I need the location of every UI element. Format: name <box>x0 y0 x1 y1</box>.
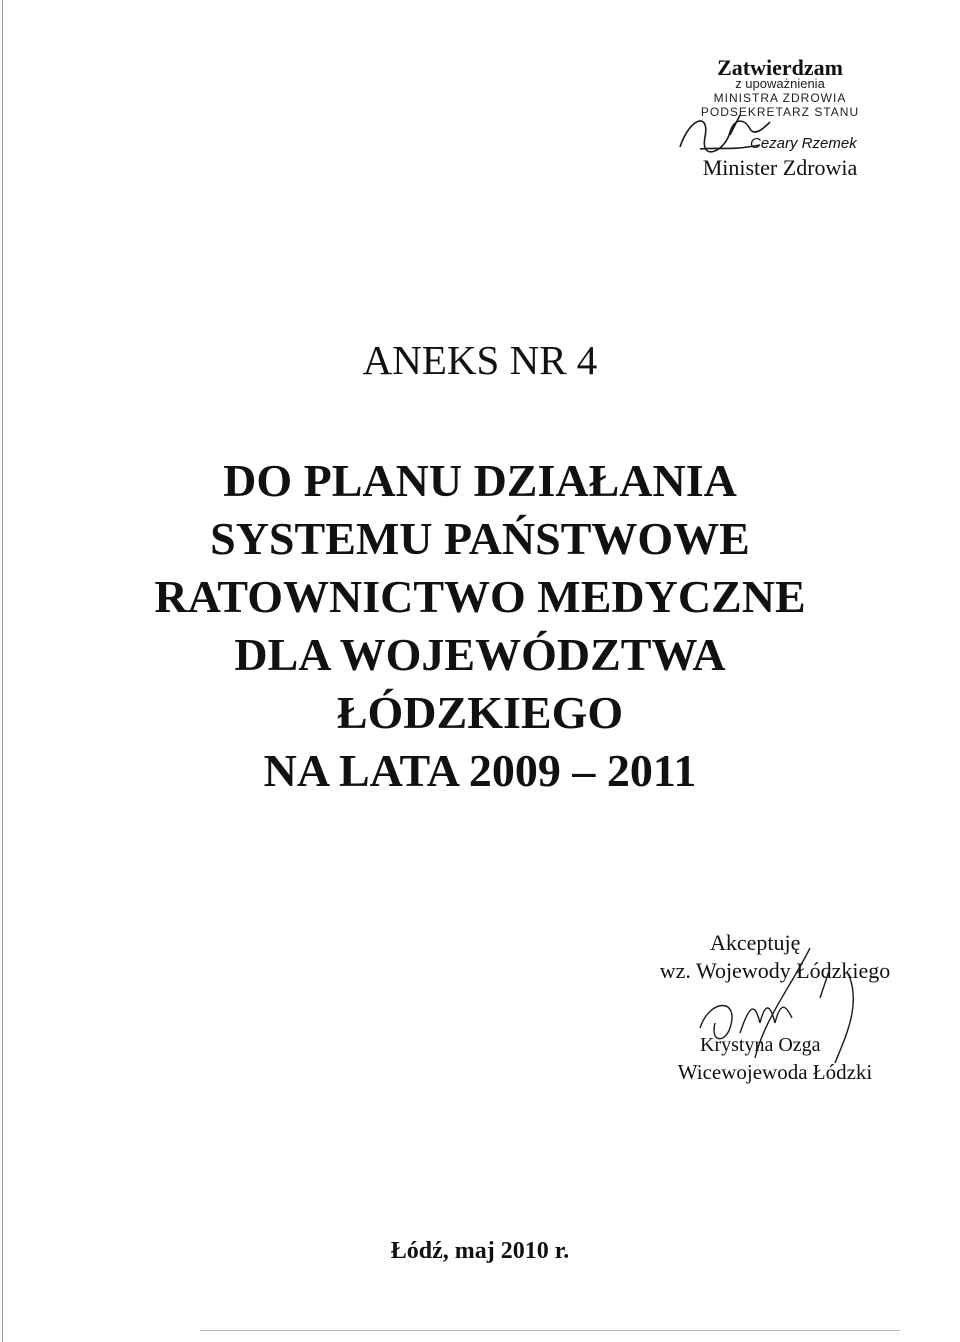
title-line: DO PLANU DZIAŁANIA <box>223 455 737 506</box>
acceptance-heading: Akceptuję <box>710 930 801 955</box>
acceptance-title: Wicewojewoda Łódzki <box>677 1060 873 1084</box>
approval-signer-name: Cezary Rzemek <box>750 135 857 152</box>
acceptance-role: wz. Wojewody Łódzkiego <box>659 958 891 983</box>
place-date: Łódź, maj 2010 r. <box>390 1238 570 1264</box>
title-line: NA LATA 2009 – 2011 <box>263 745 697 796</box>
title-line: RATOWNICTWO MEDYCZNE <box>154 571 806 622</box>
scan-edge-left <box>2 0 3 1342</box>
stamp-ministry: MINISTRA ZDROWIA <box>713 91 847 105</box>
stamp-position: PODSEKRETARZ STANU <box>700 105 860 119</box>
annex-title: ANEKS NR 4 <box>362 337 598 383</box>
approval-role: Minister Zdrowia <box>702 155 858 180</box>
acceptance-block <box>640 930 920 1090</box>
title-line: ŁÓDZKIEGO <box>336 687 624 738</box>
scan-edge-bottom <box>200 1330 900 1331</box>
acceptance-name: Krystyna Ozga <box>700 1034 821 1056</box>
stamp-authorization: z upoważnienia <box>735 76 825 91</box>
document-title <box>60 452 900 800</box>
approval-block <box>640 55 920 185</box>
approval-heading: Zatwierdzam <box>717 55 843 80</box>
title-line: SYSTEMU PAŃSTWOWE <box>210 513 750 564</box>
title-line: DLA WOJEWÓDZTWA <box>234 629 726 680</box>
